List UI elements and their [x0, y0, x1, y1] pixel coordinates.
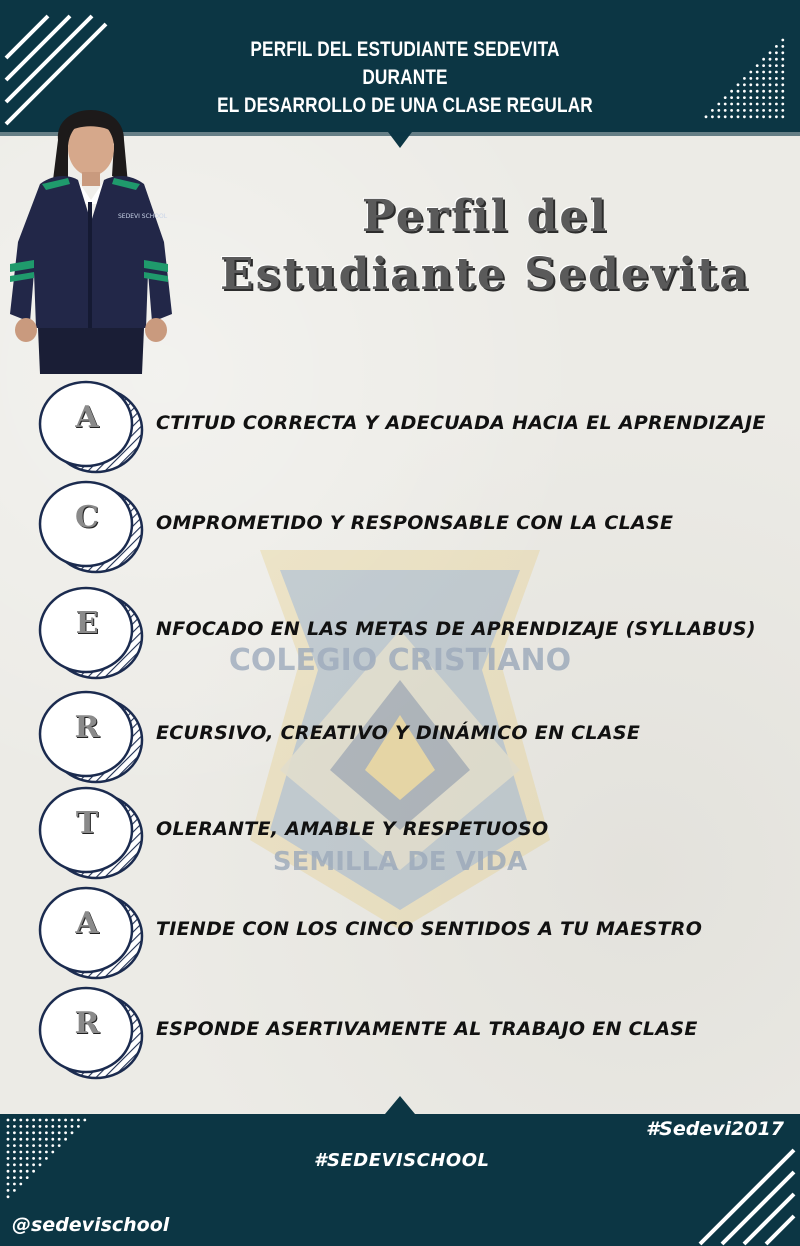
- acrostic-row: [0, 586, 800, 682]
- watermark-text-bottom: SEMILLA DE VIDA: [272, 847, 528, 877]
- badge-letter: R: [74, 1006, 100, 1041]
- hashtag-school: #SEDEVISCHOOL: [314, 1150, 490, 1171]
- letter-badge: [34, 690, 146, 786]
- badge-letter: C: [75, 500, 99, 535]
- badge-letter: A: [75, 906, 99, 941]
- acrostic-row: [0, 986, 800, 1082]
- main-title-line1: Perfil del: [361, 191, 609, 242]
- letter-badge: [34, 480, 146, 576]
- badge-letter: T: [75, 806, 99, 841]
- acrostic-text: ESPONDE ASERTIVAMENTE AL TRABAJO EN CLASE: [156, 1018, 698, 1040]
- acrostic-text: OLERANTE, AMABLE Y RESPETUOSO: [156, 818, 549, 840]
- acrostic-text: TIENDE CON LOS CINCO SENTIDOS A TU MAESTRO: [156, 918, 703, 940]
- acrostic-text: OMPROMETIDO Y RESPONSABLE CON LA CLASE: [156, 512, 674, 534]
- main-title-line2: Estudiante Sedevita: [220, 249, 750, 300]
- acrostic-row: [0, 380, 800, 476]
- letter-badge: [34, 380, 146, 476]
- badge-letter: A: [75, 400, 99, 435]
- header-title-line1: PERFIL DEL ESTUDIANTE SEDEVITA DURANTE: [250, 38, 560, 89]
- acrostic-row: [0, 786, 800, 882]
- letter-badge: [34, 986, 146, 1082]
- letter-badge: [34, 786, 146, 882]
- acrostic-row: [0, 886, 800, 982]
- student-photo: [6, 92, 172, 374]
- jacket-label: SEDEVI SCHOOL: [118, 213, 168, 220]
- badge-letter: E: [75, 606, 99, 641]
- acrostic-text: ECURSIVO, CREATIVO Y DINÁMICO EN CLASE: [156, 722, 641, 744]
- badge-letter: R: [74, 710, 100, 745]
- acrostic-text: CTITUD CORRECTA Y ADECUADA HACIA EL APRENDIZAJE: [156, 412, 766, 434]
- header-title: [212, 36, 597, 120]
- hashtag-year: #Sedevi2017: [645, 1118, 784, 1140]
- footer-banner: [0, 1086, 800, 1246]
- watermark-text-top: COLEGIO CRISTIANO: [228, 643, 572, 678]
- letter-badge: [34, 586, 146, 682]
- social-handle: @sedevischool: [12, 1214, 170, 1236]
- header-title-line2: EL DESARROLLO DE UNA CLASE REGULAR: [217, 94, 593, 117]
- main-title: [190, 188, 780, 304]
- acrostic-text: NFOCADO EN LAS METAS DE APRENDIZAJE (SYLLABUS): [156, 618, 756, 640]
- acrostic-row: [0, 690, 800, 786]
- letter-badge: [34, 886, 146, 982]
- acrostic-row: [0, 480, 800, 576]
